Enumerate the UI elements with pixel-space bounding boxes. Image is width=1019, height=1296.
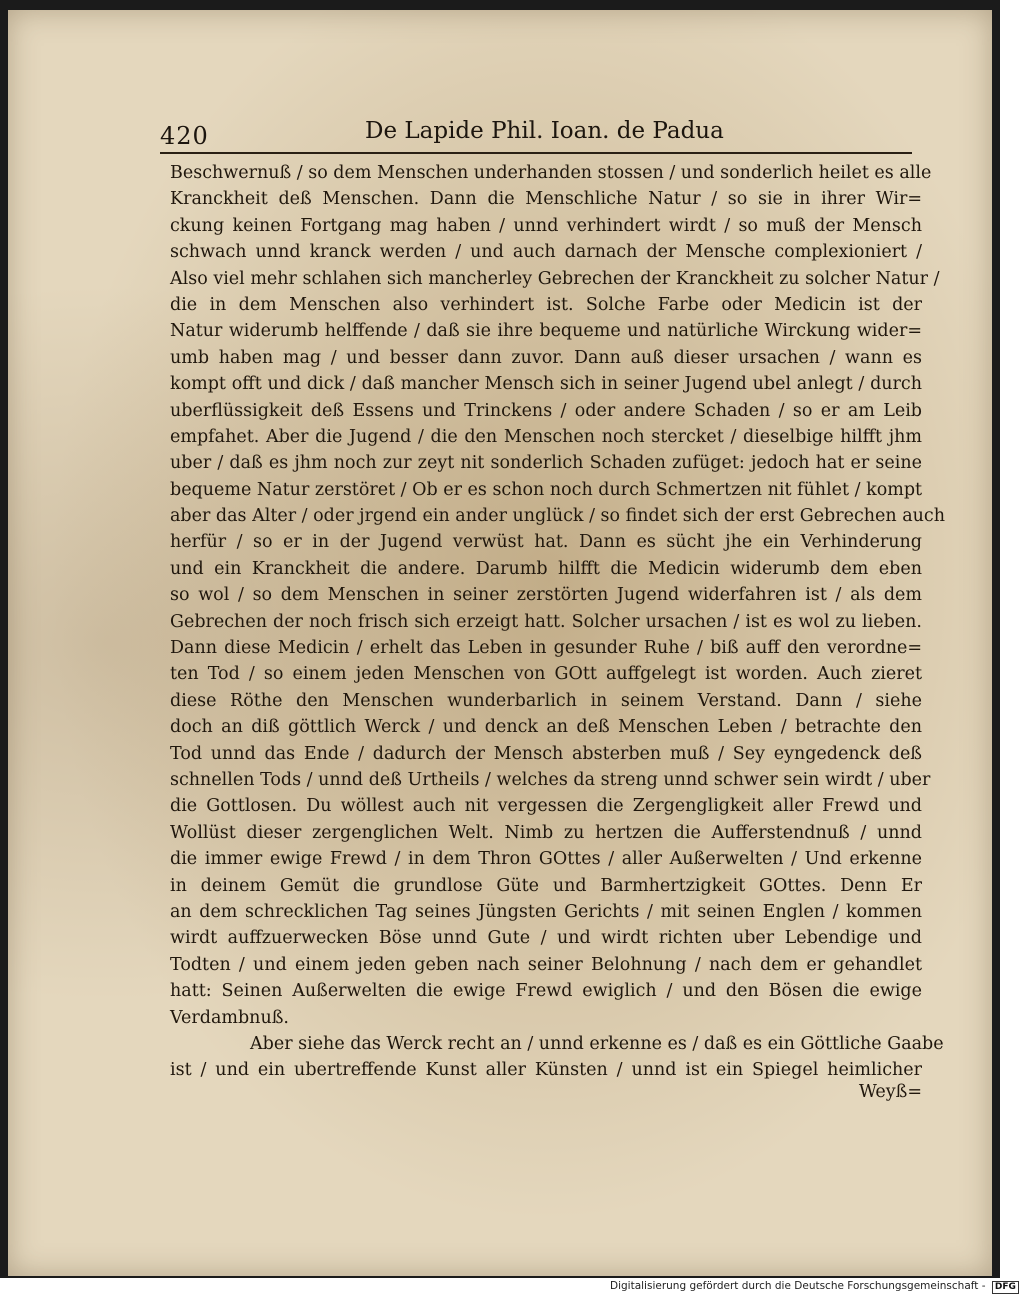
text-line: aber das Alter / oder jrgend ein ander unglück / so findet sich der erst Gebrechen auch: [170, 506, 946, 527]
text-line: bequeme Natur zerstöret / Ob er es schon noch durch Schmertzen nit fühlet / kompt: [170, 479, 923, 500]
text-line: in deinem Gemüt die grundlose Güte und Barmhertzigkeit GOttes. Denn Er: [170, 875, 922, 896]
text-line: Kranckheit deß Menschen. Dann die Menschliche Natur / so sie in ihrer Wir=: [170, 189, 922, 210]
text-line: empfahet. Aber die Jugend / die den Menschen noch stercket / dieselbige hilfft jhm: [170, 426, 922, 447]
text-line: doch an diß göttlich Werck / und denck an deß Menschen Leben / betrachte den: [170, 717, 922, 738]
text-line: umb haben mag / und besser dann zuvor. Dann auß dieser ursachen / wann es: [170, 347, 922, 368]
catchword: Weyß=: [858, 1082, 922, 1102]
text-line: uber / daß es jhm noch zur zeyt nit sonderlich Schaden zufüget: jedoch hat er seine: [170, 453, 922, 474]
text-line: herfür / so er in der Jugend verwüst hat. Dann es sücht jhe ein Verhinderung: [170, 532, 922, 553]
text-line: ist / und ein ubertreffende Kunst aller Künsten / unnd ist ein Spiegel heimlicher: [170, 1060, 922, 1081]
text-line: wirdt auffzuerwecken Böse unnd Gute / und wirdt richten uber Lebendige und: [170, 928, 922, 949]
text-line: und ein Kranckheit die andere. Darumb hilfft die Medicin widerumb dem eben: [170, 558, 922, 579]
text-line: ten Tod / so einem jeden Menschen von GOtt auffgelegt ist worden. Auch zieret: [170, 664, 922, 685]
text-line: die in dem Menschen also verhindert ist. Solche Farbe oder Medicin ist der: [170, 294, 922, 315]
dfg-logo: DFG: [992, 1281, 1019, 1294]
text-line: an dem schrecklichen Tag seines Jüngsten Gerichts / mit seinen Englen / kommen: [170, 901, 922, 922]
text-line: kompt offt und dick / daß mancher Mensch sich in seiner Jugend ubel anlegt / durch: [170, 374, 922, 395]
page-header: [160, 112, 910, 152]
text-line: diese Röthe den Menschen wunderbarlich in seinem Verstand. Dann / siehe: [170, 690, 922, 711]
text-line: Verdambnuß.: [170, 1007, 289, 1028]
text-line: Tod unnd das Ende / dadurch der Mensch absterben muß / Sey eyngedenck deß: [170, 743, 922, 764]
funding-note: Digitalisierung gefördert durch die Deutsche Forschungsgemeinschaft -: [610, 1280, 986, 1292]
text-line: uberflüssigkeit deß Essens und Trinckens / oder andere Schaden / so er am Leib: [170, 400, 922, 421]
header-rule: [160, 152, 912, 154]
funding-footer: [610, 1280, 1016, 1296]
text-line: die immer ewige Frewd / in dem Thron GOttes / aller Außerwelten / Und erkenne: [170, 849, 922, 870]
text-line: Beschwernuß / so dem Menschen underhanden stossen / und sonderlich heilet es alle: [170, 163, 932, 183]
page-number: 420: [160, 122, 209, 150]
text-line: Also viel mehr schlahen sich mancherley Gebrechen der Kranckheit zu solcher Natur /: [170, 268, 940, 289]
text-line: so wol / so dem Menschen in seiner zerstörten Jugend widerfahren ist / als dem: [170, 585, 922, 606]
text-line: die Gottlosen. Du wöllest auch nit vergessen die Zergengligkeit aller Frewd und: [170, 796, 922, 817]
text-line: Gebrechen der noch frisch sich erzeigt hatt. Solcher ursachen / ist es wol zu lieben.: [170, 611, 922, 632]
text-line: Todten / und einem jeden geben nach seiner Belohnung / nach dem er gehandlet: [170, 954, 922, 975]
text-line: Natur widerumb helffende / daß sie ihre bequeme und natürliche Wirckung wider=: [170, 321, 922, 342]
text-line: ckung keinen Fortgang mag haben / unnd verhindert wirdt / so muß der Mensch: [170, 215, 922, 236]
text-line: Wollüst dieser zergenglichen Welt. Nimb zu hertzen die Aufferstendnuß / unnd: [170, 822, 922, 843]
text-line: schnellen Tods / unnd deß Urtheils / welches da streng unnd schwer sein wirdt / uber: [170, 769, 931, 790]
text-line: hatt: Seinen Außerwelten die ewige Frewd ewiglich / und den Bösen die ewige: [170, 981, 922, 1002]
running-title: De Lapide Phil. Ioan. de Padua: [365, 118, 724, 144]
text-line: schwach unnd kranck werden / und auch darnach der Mensche complexioniert /: [170, 242, 922, 263]
body-text: [170, 160, 946, 1084]
text-line: Dann diese Medicin / erhelt das Leben in gesunder Ruhe / biß auff den verordne=: [170, 638, 922, 659]
text-line: Aber siehe das Werck recht an / unnd erkenne es / daß es ein Göttliche Gaabe: [250, 1033, 944, 1054]
